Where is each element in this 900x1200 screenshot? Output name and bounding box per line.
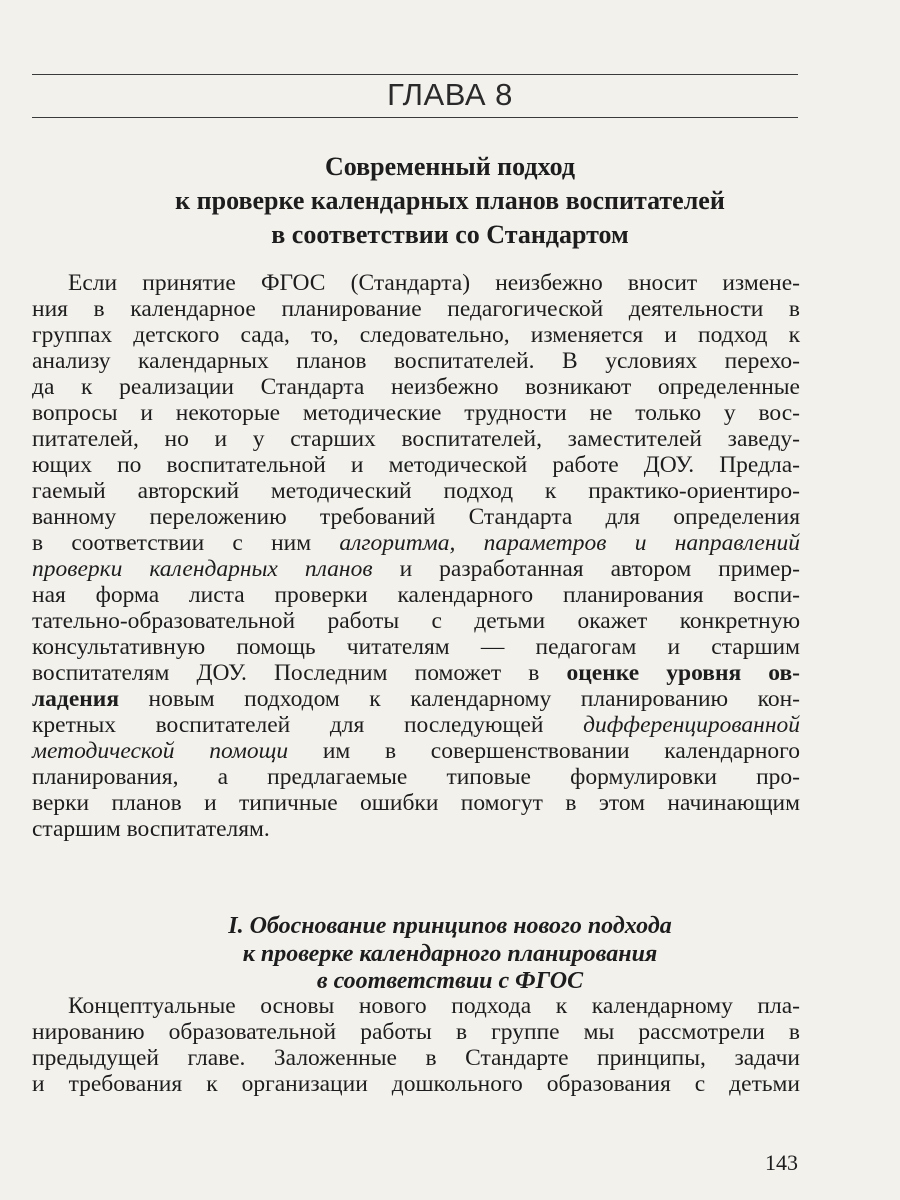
text-line: питателей, но и у старших воспитателей, заместителей заведу- [32,426,800,452]
text-line: планирования, а предлагаемые типовые формулировки про- [32,764,800,790]
section-title-line: в соответствии со Стандартом [271,220,629,249]
text-line: верки планов и типичные ошибки помогут в этом начинающим [32,790,800,816]
text-line [32,660,800,686]
section-title-line: Современный подход [325,152,575,181]
intro-paragraph [32,270,800,842]
section-title-line: к проверке календарных планов воспитателей [175,186,725,215]
subsection-heading-line: в соответствии с ФГОС [316,968,584,994]
text-run: кретных воспитателей для последующей [32,712,584,738]
text-run: новым подходом к календарному планированию кон- [119,686,800,712]
text-line: ния в календарное планирование педагогической деятельности в [32,296,800,322]
section-title [40,150,860,252]
text-run: и разработанная автором пример- [372,556,800,582]
text-line [32,556,800,582]
subsection-heading-line: к проверке календарного планирования [242,940,658,967]
italic-run: методической помощи [32,738,289,764]
italic-run: проверки календарных планов [32,556,373,582]
text-line: ющих по воспитательной и методической работе ДОУ. Предла- [32,452,800,478]
italic-run: дифференцированной [583,712,800,738]
text-line: ванному переложению требований Стандарта для определения [32,504,800,530]
page-number: 143 [765,1150,798,1175]
bold-run: оценке уровня ов- [566,660,800,686]
text-line: гаемый авторский методический подход к практико-ориентиро- [32,478,800,504]
bold-run: ладения [32,686,120,712]
subsection-heading [40,913,860,996]
text-line: вопросы и некоторые методические трудности не только у вос- [32,400,800,426]
text-line: группах детского сада, то, следовательно, изменяется и подход к [32,322,800,348]
text-run: им в совершенствовании календарного [288,738,800,764]
text-line: Концептуальные основы нового подхода к календарному пла- [68,993,800,1019]
text-line: и требования к организации дошкольного образования с детьми [32,1071,800,1097]
text-line: предыдущей главе. Заложенные в Стандарте принципы, задачи [32,1045,800,1071]
header-rule-bottom [32,117,798,118]
text-run: в соответствии с ним [32,530,340,556]
text-line: да к реализации Стандарта неизбежно возникают определенные [32,374,800,400]
subsection-heading-line: I. Обоснование принципов нового подхода [228,913,672,939]
text-line [32,530,800,556]
text-line [32,712,800,738]
text-line: тательно-образовательной работы с детьми окажет конкретную [32,608,800,634]
text-line: анализу календарных планов воспитателей. В условиях перехо- [32,348,800,374]
text-line [32,686,800,712]
text-line: нированию образовательной работы в группе мы рассмотрели в [32,1019,800,1045]
text-line [32,738,800,764]
text-line: консультативную помощь читателям — педагогам и старшим [32,634,800,660]
text-line: ная форма листа проверки календарного планирования воспи- [32,582,800,608]
chapter-heading: ГЛАВА 8 [387,77,513,112]
text-line: Если принятие ФГОС (Стандарта) неизбежно вносит измене- [68,270,800,296]
italic-run: алгоритма, параметров и направлений [339,530,801,556]
header-rule-top [32,74,798,75]
body-paragraph [32,993,800,1097]
text-line: старшим воспитателям. [32,816,270,842]
text-run: воспитателям ДОУ. Последним поможет в [32,660,567,686]
